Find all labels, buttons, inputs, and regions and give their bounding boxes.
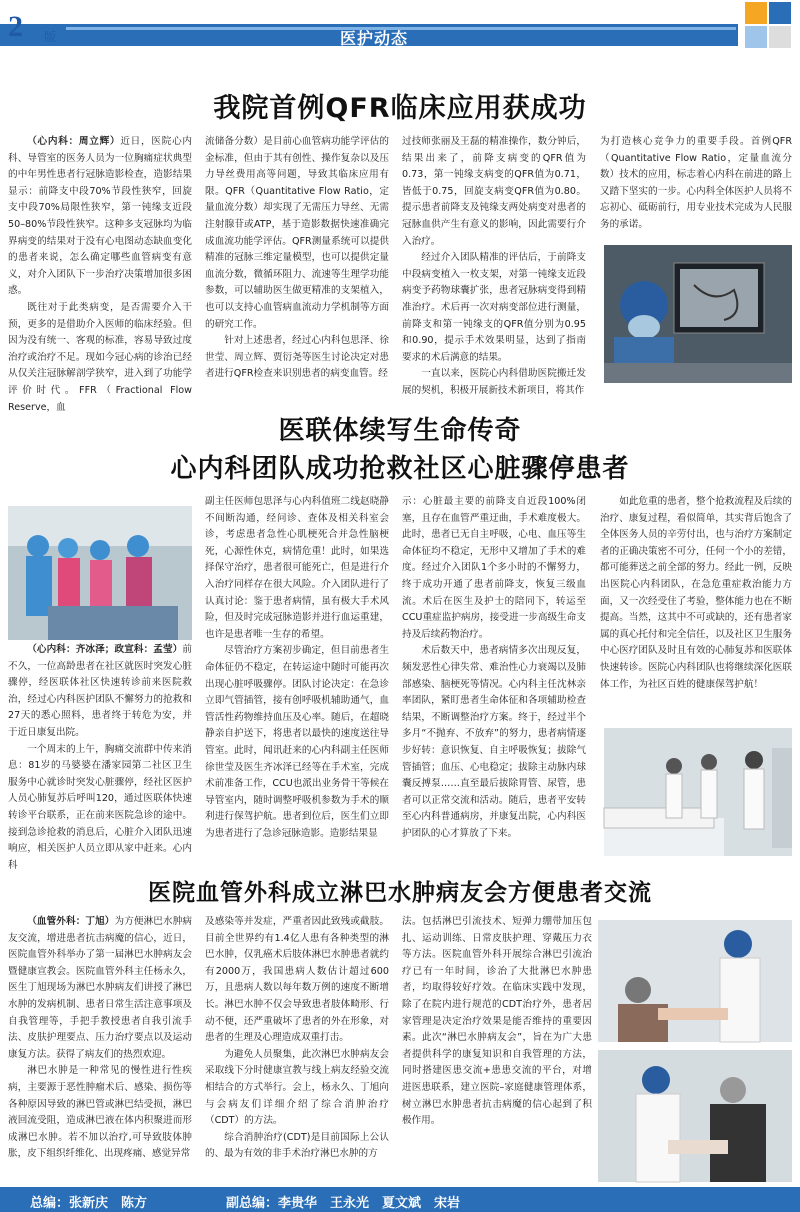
paragraph: 如此危重的患者，整个抢救流程及后续的治疗、康复过程，看似简单，其实背后饱含了全体医务人员的辛劳付出，也与治疗方案制定者的正确决策密不可分，任何一个小的差错，都可能葬送之前全部的努力。经此一例，反映出医院心内科团队，在急危重症救治能力方面，又一次经受住了考验，整体能力也在不断提高。当然，这其中不可或缺的，还有患者家属的真心托付和完全信任，以及社区卫生服务中心医疗团队及时且有效的心肺复苏和医联体快速转诊。医院心内科团队也将继续深化医联体工作，为社区百姓的健康保驾护航！ bbox=[600, 496, 792, 690]
article3-photo2 bbox=[598, 1050, 792, 1182]
article1-col4 bbox=[600, 134, 792, 234]
deco-square-lightblue bbox=[745, 26, 767, 48]
paragraph: 尽管治疗方案初步确定，但目前患者生命体征仍不稳定，在转运途中随时可能再次出现心脏呼吸骤停。团队讨论决定：在急诊立即气管插管，接有创呼吸机辅助通气，血管活性药物维持血压及心率。随后，在超晓静亲自护送下，将患者以最快的速度送往导管室。此时，闻讯赶来的心内科副主任医师徐世莹及医生齐冰泽已经等在手术室，完成术前准备工作，CCU也派出业务骨干等候在导管室内，随时调整呼吸机参数为手术的顺利进行保驾护航。患者到位后，医生们立即为患者进行了急诊冠脉造影。造影结果显 bbox=[205, 645, 389, 839]
article2-col4 bbox=[600, 494, 792, 722]
paragraph: 及感染等并发症，严重者因此致残或截肢。目前全世界约有1.4亿人患有各种类型的淋巴水肿，仅乳癌术后肢体淋巴水肿患者就约有2000万，我国患病人数估计超过600万，且患病人数以每年数万例的速度不断增长。淋巴水肿不仅会导致患者肢体畸形、行动不便，还严重破坏了患者的外在形象，对患者的生理及心理造成双重打击。 bbox=[205, 916, 389, 1044]
page-header bbox=[0, 0, 800, 58]
photo-medical-team bbox=[8, 506, 192, 640]
page-suffix: 版 bbox=[44, 30, 57, 44]
section-title: 医护动态 bbox=[340, 29, 409, 48]
photo-bandage-demo bbox=[598, 1050, 792, 1182]
text: 近日，医院心内科、导管室的医务人员为一位胸痛症状典型的中年男性患者行冠脉造影检查，造影结果显示：前降支中段70%节段性狭窄，回旋支中段70%局限性狭窄，第一钝缘支近段50–80%节段性狭窄。这种多支冠脉均为临界病变的结果对于没有心电图动态缺血变化的患者来说，怎么确定哪些血管病变有意义，对介入团队下一步治疗决策增加很多困惑。 bbox=[8, 136, 193, 297]
paragraph: 为打造核心竞争力的重要手段。首例QFR（Quantitative Flow Ratio，定量血流分数）技术的应用，标志着心内科在前进的路上又踏下坚实的一步。心内科全体医护人员将不忘初心、砥砺前行，用专业技术完成为人民服务的承诺。 bbox=[600, 136, 792, 230]
paragraph: 为避免人员聚集，此次淋巴水肿病友会采取线下分时健康宣教与线上病友经验交流相结合的方式举行。会上，杨永久、丁旭向与会病友们详细介绍了综合消肿治疗（CDT）的方法。 bbox=[205, 1048, 389, 1127]
deco-square-orange bbox=[745, 2, 767, 24]
article2-col3 bbox=[402, 494, 586, 880]
article2-photo2 bbox=[604, 728, 792, 856]
paragraph bbox=[8, 914, 192, 1063]
chief-editor: 总编：张新庆 陈方 bbox=[30, 1196, 148, 1211]
article2-title-line1: 医联体续写生命传奇 bbox=[278, 416, 522, 446]
article1-title: 我院首例QFR临床应用获成功 bbox=[213, 93, 587, 124]
editor-credit: 责任编辑：温向军 孟莹 bbox=[630, 47, 730, 57]
article2-col1 bbox=[8, 642, 192, 882]
article2-col2 bbox=[205, 494, 389, 880]
article3-title: 医院血管外科成立淋巴水肿病友会方便患者交流 bbox=[148, 880, 652, 906]
article1-col3 bbox=[402, 134, 586, 396]
text: 前不久，一位高龄患者在社区就医时突发心脏骤停，经医联体社区快速转诊前来医院救治，经过心内科医护团队不懈努力的抢救和27天的悉心照料，患者终于转危为安，并于近日康复出院。 bbox=[8, 644, 192, 738]
article3-col2 bbox=[205, 914, 389, 1182]
paragraph: 一个周末的上午，胸痛交流群中传来消息：81岁的马婆婆在潘家园第二社区卫生服务中心就诊时突发心脏骤停，经社区医护人员心肺复苏后呼叫120，通过医联体快速转诊平台联系，正在前来医院急诊的途中。接到急诊抢救的消息后，心脏介入团队迅速响应，相关医护人员立即从家中赶来。心内科 bbox=[8, 743, 192, 871]
paragraph: 流储备分数）是目前心血管病功能学评估的金标准，但由于其有创性、操作复杂以及压力导丝费用高等问题，导致其临床应用有限。QFR（Quantitative Flow Ratio，定量血流分数）却实现了无需压力导丝、无需注射腺苷或ATP，基于造影数据快速准确完成血流功能学评估。QFR测量系统可以提供精准的冠脉三维定量模型，也可以提供定量血流分数，微循环阻力、流速等生理学功能参数，可以辅助医生做更精准的支架植入，也可以支持心血管病血流动力学机制等方面的研究工作。 bbox=[205, 136, 389, 330]
paragraph: 示：心脏最主要的前降支自近段100%闭塞，且存在血管严重迂曲，手术难度极大。此时，患者已无自主呼吸，心电、血压等生命体征均不稳定，无形中又增加了手术的难度。经过介入团队1个多小时的不懈努力，终于成功开通了患者前降支，恢复三级血流。术后在医生及护士的陪同下，转运至CCU重症监护病房，接受进一步高级生命支持及后续药物治疗。 bbox=[402, 496, 586, 640]
byline: （心内科：周立辉） bbox=[27, 136, 121, 147]
photo-doctor-monitor bbox=[604, 245, 792, 383]
page-number: 2 bbox=[8, 10, 23, 43]
paragraph bbox=[8, 134, 192, 300]
paragraph: 一直以来，医院心内科借助医院搬迁发展的契机，积极开展新技术新项目，将其作 bbox=[402, 368, 586, 396]
deco-square-grey bbox=[769, 26, 791, 48]
paragraph: 术后数天中，患者病情多次出现反复，频发恶性心律失常、难治性心力衰竭以及肺部感染、脑梗死等情况。心内科主任沈林亲率团队，紧盯患者生命体征和各项辅助检查结果，不断调整治疗方案。终于，经过半个多月“不抛弃、不放弃”的努力，患者病情逐步好转：意识恢复、自主呼吸恢复；拔除气管插管；血压、心电稳定；拔除主动脉内球囊反搏泵……直至最后拔除胃管、尿管，患者可以正常交流和活动。随后，患者平安转至心内科普通病房，并康复出院，心内科医护团队的心才算放了下来。 bbox=[402, 645, 586, 839]
byline: （血管外科：丁旭） bbox=[27, 916, 115, 927]
paragraph: 综合消肿治疗(CDT)是目前国际上公认的、最为有效的非手术治疗淋巴水肿的方 bbox=[205, 1131, 389, 1160]
paragraph: 淋巴水肿是一种常见的慢性进行性疾病，主要源于恶性肿瘤术后、感染、损伤等各种原因导致的淋巴管或淋巴结受损，淋巴液回流受阻，造成淋巴液在体内积聚进而形成淋巴水肿。若不加以治疗,可导致肢体肿胀，皮下组织纤维化、出现疼痛、感觉异常 bbox=[8, 1065, 192, 1160]
paragraph: 既往对于此类病变，是否需要介入干预，更多的是借助介入医师的临床经验。但因为没有统一、客观的标准，容易导致过度治疗或治疗不足。现如今冠心病的诊治已经从仅关注冠脉解剖学狭窄，进入到了功能学评价时代。FFR（Fractional Flow Reserve，血 bbox=[8, 301, 192, 413]
photo-doctor-patient bbox=[598, 920, 792, 1042]
page-footer bbox=[0, 1187, 800, 1212]
paragraph: 过技师张丽及王磊的精准操作，数分钟后，结果出来了，前降支病变的QFR值为0.73，第一钝缘支病变的QFR值为0.71，皆低于0.75，回旋支病变QFR值为0.80。提示患者前降支及钝缘支两处病变对患者的冠脉血供产生有意义的影响，因此需要行介入治疗。 bbox=[402, 136, 586, 247]
article2-photo bbox=[8, 506, 192, 640]
deco-square-blue bbox=[769, 2, 791, 24]
paragraph: 副主任医师包思泽与心内科值班二线赵晓静不间断沟通，经问诊、查体及相关科室会诊，考虑患者急性心肌梗死合并急性脑梗死，心源性休克，病情危重！此时，如果选择保守治疗，患者很可能死亡，但是进行介入治疗同样存在很大风险。介入团队进行了认真讨论：鉴于患者病情，虽有极大手术风险，但及时完成冠脉造影并进行血运重建，也许是患者唯一生存的希望。 bbox=[205, 496, 389, 640]
article3-col1 bbox=[8, 914, 192, 1182]
paragraph bbox=[8, 642, 192, 742]
photo-ward-visit bbox=[604, 728, 792, 856]
deputy-editors: 副总编：李贵华 王永光 夏文斌 宋岩 bbox=[226, 1196, 461, 1211]
article1-col1 bbox=[8, 134, 193, 413]
paragraph: 经过介入团队精准的评估后，于前降支中段病变植入一枚支架，对第一钝缘支近段病变予药物球囊扩张，患者冠脉病变得到精准治疗。术后再一次对病变部位进行测量，前降支和第一钝缘支的QFR值分别为0.95和0.90，提示手术效果明显，达到了指南要求的术后满意的结果。 bbox=[402, 252, 586, 363]
byline: （心内科：齐冰泽；政宣科：孟莹） bbox=[27, 644, 183, 655]
article3-photo1 bbox=[598, 920, 792, 1042]
article2-title-line2: 心内科团队成功抢救社区心脏骤停患者 bbox=[170, 454, 630, 484]
article1-col2 bbox=[205, 134, 389, 392]
article3-col3 bbox=[402, 914, 592, 1182]
paragraph: 法。包括淋巴引流技术、短弹力绷带加压包扎、运动训练、日常皮肤护理、穿戴压力衣等方法。医院血管外科开展综合淋巴引流治疗已有一年时间，诊治了大批淋巴水肿患者，均取得较好疗效。在临床实践中发现，除了在院内进行规范的CDT治疗外，患者居家管理是决定治疗效果是能否维持的重要因素。此次“淋巴水肿病友会”，旨在为广大患者提供科学的康复知识和自我管理的方法，同时搭建医患交流+患患交流的平台，对增进医患联系，建立医院–家庭健康管理体系，树立淋巴水肿患者抗击病魔的信心起到了积极作用。 bbox=[402, 916, 592, 1127]
text: 为方便淋巴水肿病友交流，增进患者抗击病魔的信心，近日，医院血管外科举办了第一届淋巴水肿病友会暨健康宣教会。医院血管外科主任杨永久，医生丁旭现场为淋巴水肿病友们讲授了淋巴水肿的发病机制、患者日常生活注意事项及自我管理等，手把手教授患者自我引流手法、皮肤护理要点、压力治疗要点以及运动康复方法。获得了病友们的热烈欢迎。 bbox=[8, 916, 193, 1060]
paragraph: 针对上述患者，经过心内科包思泽、徐世莹、周立辉、贾衍尧等医生讨论决定对患者进行QFR检查来识别患者的病变血管。经 bbox=[205, 335, 389, 380]
article1-photo bbox=[604, 245, 792, 383]
